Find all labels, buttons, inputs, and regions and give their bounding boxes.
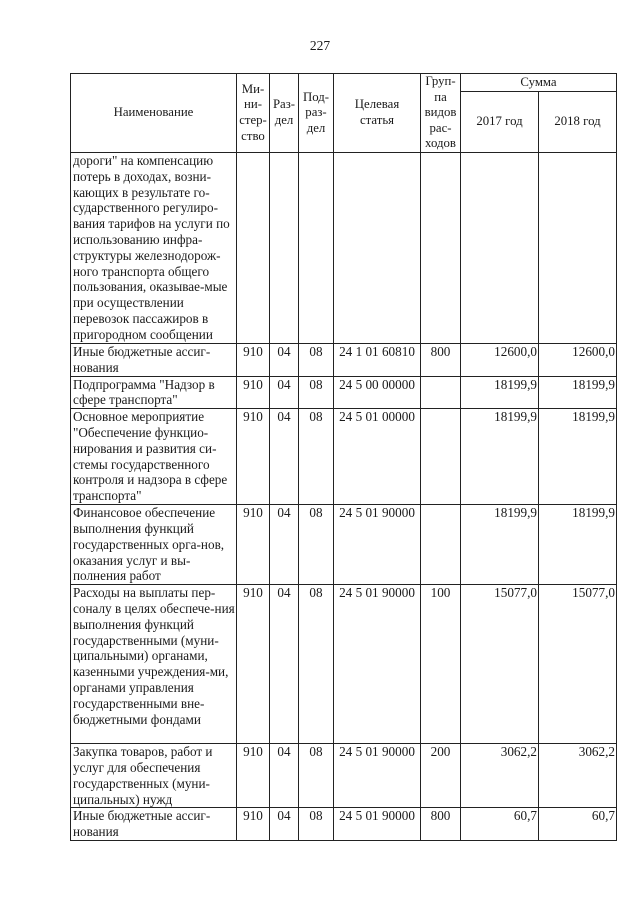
row-2017: 15077,0 xyxy=(461,585,539,744)
row-subsection xyxy=(299,152,334,343)
page-number: 227 xyxy=(309,38,331,53)
header-sum: Сумма xyxy=(461,74,617,92)
row-ministry: 910 xyxy=(237,376,270,409)
header-target: Целевая статья xyxy=(334,74,421,153)
row-name: Основное мероприятие "Обеспечение функцио-нирования и развития си-стемы государственного контроля и надзора в сфере транспорта" xyxy=(71,409,237,505)
header-year-2017: 2017 год xyxy=(461,91,539,152)
row-subsection: 08 xyxy=(299,343,334,376)
row-subsection: 08 xyxy=(299,409,334,505)
row-subsection: 08 xyxy=(299,505,334,585)
row-target: 24 5 00 00000 xyxy=(334,376,421,409)
table-row xyxy=(71,409,617,505)
header-ministry: Ми- ни- стер- ство xyxy=(237,74,270,153)
row-ministry: 910 xyxy=(237,505,270,585)
row-section: 04 xyxy=(270,744,299,808)
row-group: 800 xyxy=(421,808,461,841)
header-row-top xyxy=(71,74,617,92)
row-section: 04 xyxy=(270,376,299,409)
table-row xyxy=(71,744,617,808)
row-group xyxy=(421,376,461,409)
row-name: дороги" на компенсацию потерь в доходах, возни-кающих в результате го-сударственного регулиро-вания тарифов на услуги по использованию инфра-структуры железнодорож-ного транспорта общего пользования, оказывае-мые при осуществлении перевозок пассажиров в пригородном сообщении xyxy=(71,152,237,343)
header-name: Наименование xyxy=(71,74,237,153)
row-subsection: 08 xyxy=(299,744,334,808)
row-2017: 18199,9 xyxy=(461,505,539,585)
row-subsection: 08 xyxy=(299,585,334,744)
row-ministry: 910 xyxy=(237,808,270,841)
row-section: 04 xyxy=(270,343,299,376)
row-target xyxy=(334,152,421,343)
row-ministry: 910 xyxy=(237,343,270,376)
row-name: Иные бюджетные ассиг-нования xyxy=(71,343,237,376)
row-target: 24 5 01 90000 xyxy=(334,744,421,808)
row-name: Подпрограмма "Надзор в сфере транспорта" xyxy=(71,376,237,409)
row-2017: 60,7 xyxy=(461,808,539,841)
row-group: 200 xyxy=(421,744,461,808)
row-target: 24 5 01 90000 xyxy=(334,585,421,744)
row-group xyxy=(421,505,461,585)
row-2018: 3062,2 xyxy=(539,744,617,808)
row-name: Иные бюджетные ассиг-нования xyxy=(71,808,237,841)
row-ministry: 910 xyxy=(237,744,270,808)
row-section: 04 xyxy=(270,505,299,585)
row-2017: 18199,9 xyxy=(461,409,539,505)
row-name: Закупка товаров, работ и услуг для обеспечения государственных (муни-ципальных) нужд xyxy=(71,744,237,808)
row-target: 24 5 01 90000 xyxy=(334,808,421,841)
row-target: 24 5 01 00000 xyxy=(334,409,421,505)
row-section xyxy=(270,152,299,343)
row-2018: 60,7 xyxy=(539,808,617,841)
table-row xyxy=(71,343,617,376)
header-group: Груп- па видов рас- ходов xyxy=(421,74,461,153)
row-2018: 15077,0 xyxy=(539,585,617,744)
row-section: 04 xyxy=(270,585,299,744)
row-name: Расходы на выплаты пер-соналу в целях обеспече-ния выполнения функций государственными (муни-ципальными) органами, казенными учреждения-ми, органами управления государственными вне-бюджетными фондами xyxy=(71,585,237,744)
table-row xyxy=(71,376,617,409)
header-year-2018: 2018 год xyxy=(539,91,617,152)
row-2018: 18199,9 xyxy=(539,505,617,585)
table-row xyxy=(71,808,617,841)
row-name: Финансовое обеспечение выполнения функций государственных орга-нов, оказания услуг и вы-полнения работ xyxy=(71,505,237,585)
row-target: 24 1 01 60810 xyxy=(334,343,421,376)
row-ministry: 910 xyxy=(237,585,270,744)
row-section: 04 xyxy=(270,409,299,505)
table-row xyxy=(71,505,617,585)
row-group: 100 xyxy=(421,585,461,744)
row-ministry xyxy=(237,152,270,343)
table-row xyxy=(71,585,617,744)
budget-table xyxy=(70,73,617,841)
row-section: 04 xyxy=(270,808,299,841)
row-2017: 12600,0 xyxy=(461,343,539,376)
row-2018: 18199,9 xyxy=(539,409,617,505)
row-group xyxy=(421,152,461,343)
row-target: 24 5 01 90000 xyxy=(334,505,421,585)
row-2018 xyxy=(539,152,617,343)
row-2017 xyxy=(461,152,539,343)
row-subsection: 08 xyxy=(299,808,334,841)
row-group xyxy=(421,409,461,505)
row-ministry: 910 xyxy=(237,409,270,505)
row-2017: 3062,2 xyxy=(461,744,539,808)
row-2017: 18199,9 xyxy=(461,376,539,409)
row-2018: 18199,9 xyxy=(539,376,617,409)
row-group: 800 xyxy=(421,343,461,376)
header-subsection: Под- раз- дел xyxy=(299,74,334,153)
header-section: Раз- дел xyxy=(270,74,299,153)
row-2018: 12600,0 xyxy=(539,343,617,376)
row-subsection: 08 xyxy=(299,376,334,409)
table-row xyxy=(71,152,617,343)
